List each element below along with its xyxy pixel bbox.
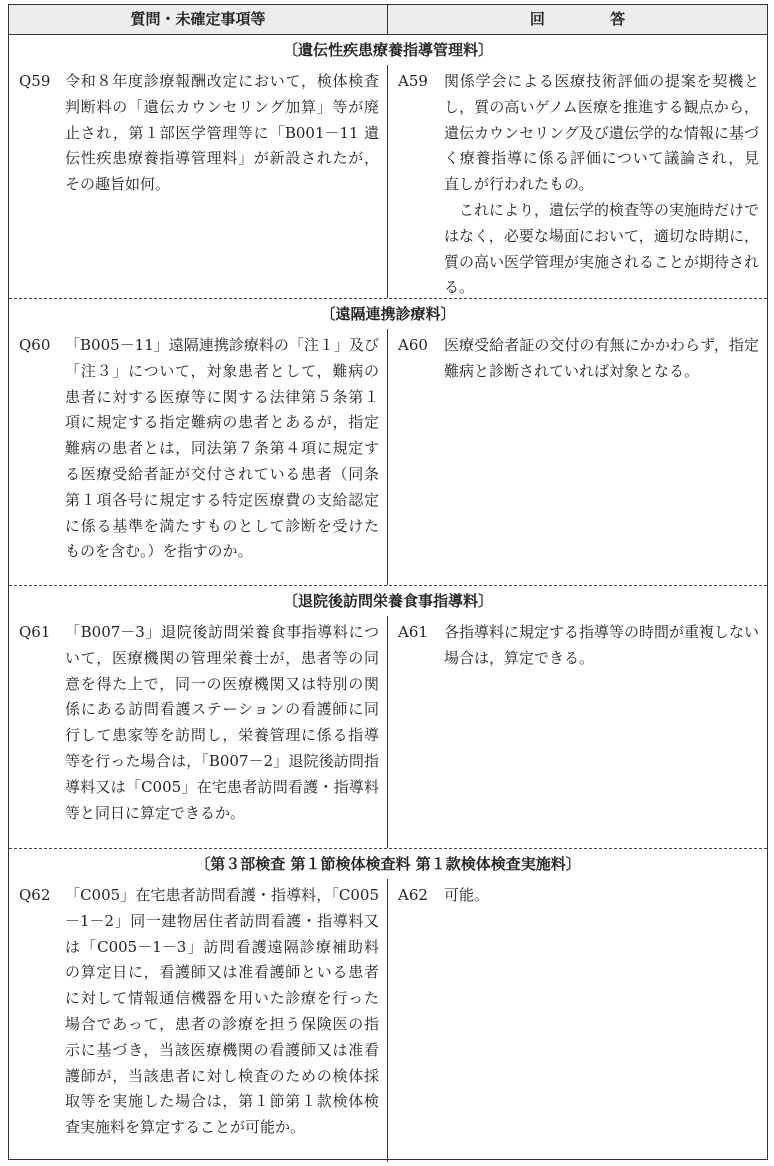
answer-label: A59 — [398, 72, 428, 90]
answer-paragraph-2: これにより，遺伝学的検査等の実施時だけではなく，必要な場面において，適切な時期に，質の高い医学管理が実施されることが期待される。 — [444, 200, 760, 297]
section-q61 — [9, 585, 767, 848]
answer-column-header: 回 答 — [529, 10, 656, 28]
answer-cell — [388, 879, 767, 1162]
section-title: 〔第３部検査 第１節検体検査料 第１款検体検査実施料〕 — [195, 855, 581, 873]
answer-text — [444, 69, 759, 301]
answer-text: 可能。 — [444, 886, 490, 904]
question-text: 「B007－3」退院後訪問栄養食事指導料について，医療機関の管理栄養士が，患者等の同意を得た上で，同一の医療機関又は特別の関係にある訪問看護ステーションの看護師に同行して患家等を訪問し，栄養管理に係る指導等を行った場合は，「B007－2」退院後訪問指導料又は「C005」在宅患者訪問看護・指導料等と同日に算定できるか。 — [65, 623, 379, 822]
section-q62 — [9, 848, 767, 1162]
answer-label: A60 — [398, 336, 428, 354]
question-cell — [9, 879, 388, 1162]
question-cell — [9, 65, 388, 298]
section-q59 — [9, 35, 767, 298]
section-q60 — [9, 298, 767, 585]
section-title: 〔退院後訪問栄養食事指導料〕 — [282, 592, 493, 610]
answer-cell — [388, 329, 767, 585]
question-text: 「C005」在宅患者訪問看護・指導料，「C005－1－2」同一建物居住者訪問看護・指導料又は「C005－1－3」訪問看護遠隔診療補助料の算定日に，看護師又は准看護師といる患者に対して情報通信機器を用いた診療を行った場合であって，患者の診療を担う保険医の指示に基づき，当該医療機関の看護師又は准看護師が，当該患者に対し検査のための検体採取等を実施した場合は，第１節第１款検体検査実施料を算定することが可能か。 — [65, 886, 379, 1137]
question-label: Q59 — [19, 72, 51, 90]
question-column-header: 質問・未確定事項等 — [9, 5, 388, 34]
answer-cell — [388, 65, 767, 298]
answer-label: A62 — [398, 886, 428, 904]
qa-table — [8, 4, 768, 1160]
answer-text: 医療受給者証の交付の有無にかかわらず，指定難病と診断されていれば対象となる。 — [444, 336, 759, 380]
answer-paragraph-1: 関係学会による医療技術評価の提案を契機とし，質の高いゲノム医療を推進する観点から，遺伝カウンセリング及び遺伝学的な情報に基づく療養指導に係る評価について議論され，見直しが行われたもの。 — [444, 72, 759, 194]
question-text: 令和８年度診療報酬改定において，検体検査判断料の「遺伝カウンセリング加算」等が廃止され，第１部医学管理等に「B001－11 遺伝性疾患療養指導管理料」が新設されたが，その趣旨如何。 — [65, 72, 379, 194]
question-label: Q62 — [19, 886, 51, 904]
table-header — [9, 5, 767, 35]
answer-text: 各指導料に規定する指導等の時間が重複しない場合は，算定できる。 — [444, 623, 760, 667]
question-cell — [9, 329, 388, 585]
section-title: 〔遠隔連携診療料〕 — [320, 305, 456, 323]
section-title: 〔遺伝性疾患療養指導管理料〕 — [282, 41, 493, 59]
question-text: 「B005－11」遠隔連携診療料の「注１」及び「注３」について，対象患者として，難病の患者に対する医療等に関する法律第５条第１項に規定する指定難病の患者とあるが，指定難病の患者とは，同法第７条第４項に規定する医療受給者証が交付されている患者（同条第１項各号に規定する特定医療費の支給認定に係る基準を満たすものとして診断を受けたものを含む。）を指すのか。 — [65, 336, 379, 561]
answer-label: A61 — [398, 623, 428, 641]
question-label: Q60 — [19, 336, 51, 354]
question-label: Q61 — [19, 623, 51, 641]
question-cell — [9, 616, 388, 848]
answer-cell — [388, 616, 767, 848]
